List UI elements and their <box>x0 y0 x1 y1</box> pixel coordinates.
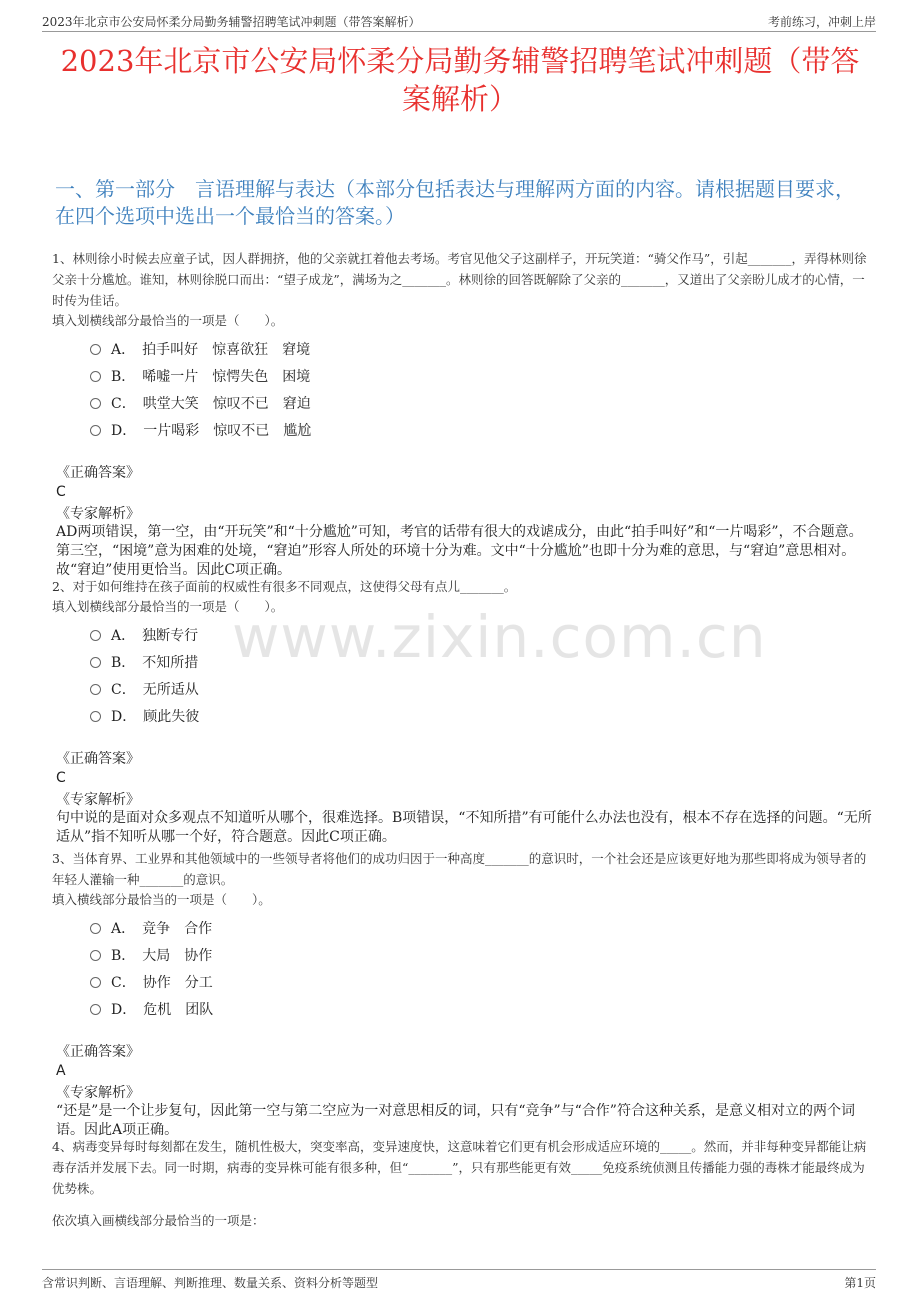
options-list <box>90 337 872 445</box>
option-c[interactable] <box>90 970 872 997</box>
page-header <box>42 9 876 32</box>
question-text: 3、当体育界、工业界和其他领域中的一些领导者将他们的成功归因于一种高度_______的意识时，一个社会还是应该更好地为那些即将成为领导者的年轻人灌输一种_______的意识。 <box>52 851 867 887</box>
option-label: A． 竞争 合作 <box>111 921 213 937</box>
option-label: B． 唏嘘一片 惊愕失色 困境 <box>111 369 311 385</box>
radio-icon[interactable] <box>90 630 101 641</box>
header-doc-title: 2023年北京市公安局怀柔分局勤务辅警招聘笔试冲刺题（带答案解析） <box>42 15 421 29</box>
option-label: B． 不知所措 <box>111 655 199 671</box>
page-footer <box>42 1269 876 1292</box>
question-1 <box>52 248 872 580</box>
question-prompt: 填入横线部分最恰当的一项是（ ）。 <box>52 892 271 907</box>
option-b[interactable] <box>90 364 872 391</box>
option-c[interactable] <box>90 677 872 704</box>
option-label: C． 哄堂大笑 惊叹不已 窘迫 <box>111 396 311 412</box>
radio-icon[interactable] <box>90 657 101 668</box>
page-number: 第1页 <box>844 1276 876 1290</box>
question-prompt: 依次填入画横线部分最恰当的一项是： <box>52 1213 265 1228</box>
footer-topics: 含常识判断、言语理解、判断推理、数量关系、资料分析等题型 <box>42 1276 379 1290</box>
option-b[interactable] <box>90 943 872 970</box>
section-heading: 一、第一部分 言语理解与表达（本部分包括表达与理解两方面的内容。请根据题目要求，在四个选项中选出一个最恰当的答案。） <box>55 177 855 228</box>
option-label: C． 协作 分工 <box>111 975 213 991</box>
option-c[interactable] <box>90 391 872 418</box>
radio-icon[interactable] <box>90 398 101 409</box>
answer-value: C <box>56 484 66 500</box>
analysis-label: 《专家解析》 <box>56 1085 140 1101</box>
option-a[interactable] <box>90 916 872 943</box>
question-text: 1、林则徐小时候去应童子试，因人群拥挤，他的父亲就扛着他去考场。考官见他父子这副样子，开玩笑道：“骑父作马”，引起_______，弄得林则徐父亲十分尴尬。谁知，林则徐脱口而出：“望子成龙”，满场为之_______。林则徐的回答既解除了父亲的_______，又道出了父亲盼儿成才的心情，一时传为佳话。 <box>52 251 867 308</box>
question-2 <box>52 576 872 847</box>
document-title: 2023年北京市公安局怀柔分局勤务辅警招聘笔试冲刺题（带答案解析） <box>60 44 860 116</box>
header-slogan: 考前练习，冲刺上岸 <box>767 15 876 29</box>
question-prompt: 填入划横线部分最恰当的一项是（ ）。 <box>52 599 284 614</box>
option-label: D． 顾此失彼 <box>111 709 200 725</box>
question-4 <box>52 1136 872 1230</box>
radio-icon[interactable] <box>90 950 101 961</box>
question-prompt: 填入划横线部分最恰当的一项是（ ）。 <box>52 313 284 328</box>
analysis-text: “还是”是一个让步复句，因此第一空与第二空应为一对意思相反的词，只有“竞争”与“合作”符合这种关系，是意义相对立的两个词语。因此A项正确。 <box>56 1103 855 1138</box>
option-d[interactable] <box>90 997 872 1024</box>
option-label: A． 拍手叫好 惊喜欲狂 窘境 <box>111 342 311 358</box>
option-label: D． 危机 团队 <box>111 1002 214 1018</box>
option-label: D． 一片喝彩 惊叹不已 尴尬 <box>111 423 312 439</box>
option-b[interactable] <box>90 650 872 677</box>
radio-icon[interactable] <box>90 977 101 988</box>
option-label: A． 独断专行 <box>111 628 199 644</box>
option-d[interactable] <box>90 704 872 731</box>
option-label: C． 无所适从 <box>111 682 199 698</box>
options-list <box>90 916 872 1024</box>
question-3 <box>52 848 872 1140</box>
option-a[interactable] <box>90 623 872 650</box>
options-list <box>90 623 872 731</box>
answer-value: C <box>56 770 66 786</box>
watermark: www.zixin.com.cn <box>232 603 767 671</box>
radio-icon[interactable] <box>90 711 101 722</box>
radio-icon[interactable] <box>90 425 101 436</box>
analysis-text: 句中说的是面对众多观点不知道听从哪个，很难选择。B项错误，“不知所措”有可能什么办法也没有，根本不存在选择的问题。“无所适从”指不知听从哪一个好，符合题意。因此C项正确。 <box>56 810 872 845</box>
analysis-text: AD两项错误，第一空，由“开玩笑”和“十分尴尬”可知，考官的话带有很大的戏谑成分，由此“拍手叫好”和“一片喝彩”，不合题意。第三空，“困境”意为困难的处境，“窘迫”形容人所处的环境十分为难。文中“十分尴尬”也即十分为难的意思，与“窘迫”意思相对。故“窘迫”使用更恰当。因此C项正确。 <box>56 524 863 578</box>
option-a[interactable] <box>90 337 872 364</box>
option-label: B． 大局 协作 <box>111 948 213 964</box>
option-d[interactable] <box>90 418 872 445</box>
question-text: 4、病毒变异每时每刻都在发生，随机性极大，突变率高，变异速度快，这意味着它们更有机会形成适应环境的_____。然而，并非每种变异都能让病毒存活并发展下去。同一时期，病毒的变异株可能有很多种，但“_______”，只有那些能更有效_____免疫系统侦测且传播能力强的毒株才能最终成为优势株。 <box>52 1139 867 1196</box>
answer-label: 《正确答案》 <box>56 1044 140 1060</box>
question-text: 2、对于如何维持在孩子面前的权威性有很多不同观点，这使得父母有点儿_______。 <box>52 579 517 594</box>
radio-icon[interactable] <box>90 371 101 382</box>
analysis-label: 《专家解析》 <box>56 506 140 522</box>
radio-icon[interactable] <box>90 344 101 355</box>
radio-icon[interactable] <box>90 923 101 934</box>
answer-label: 《正确答案》 <box>56 751 140 767</box>
analysis-label: 《专家解析》 <box>56 792 140 808</box>
radio-icon[interactable] <box>90 1004 101 1015</box>
radio-icon[interactable] <box>90 684 101 695</box>
answer-value: A <box>56 1063 66 1079</box>
answer-label: 《正确答案》 <box>56 465 140 481</box>
